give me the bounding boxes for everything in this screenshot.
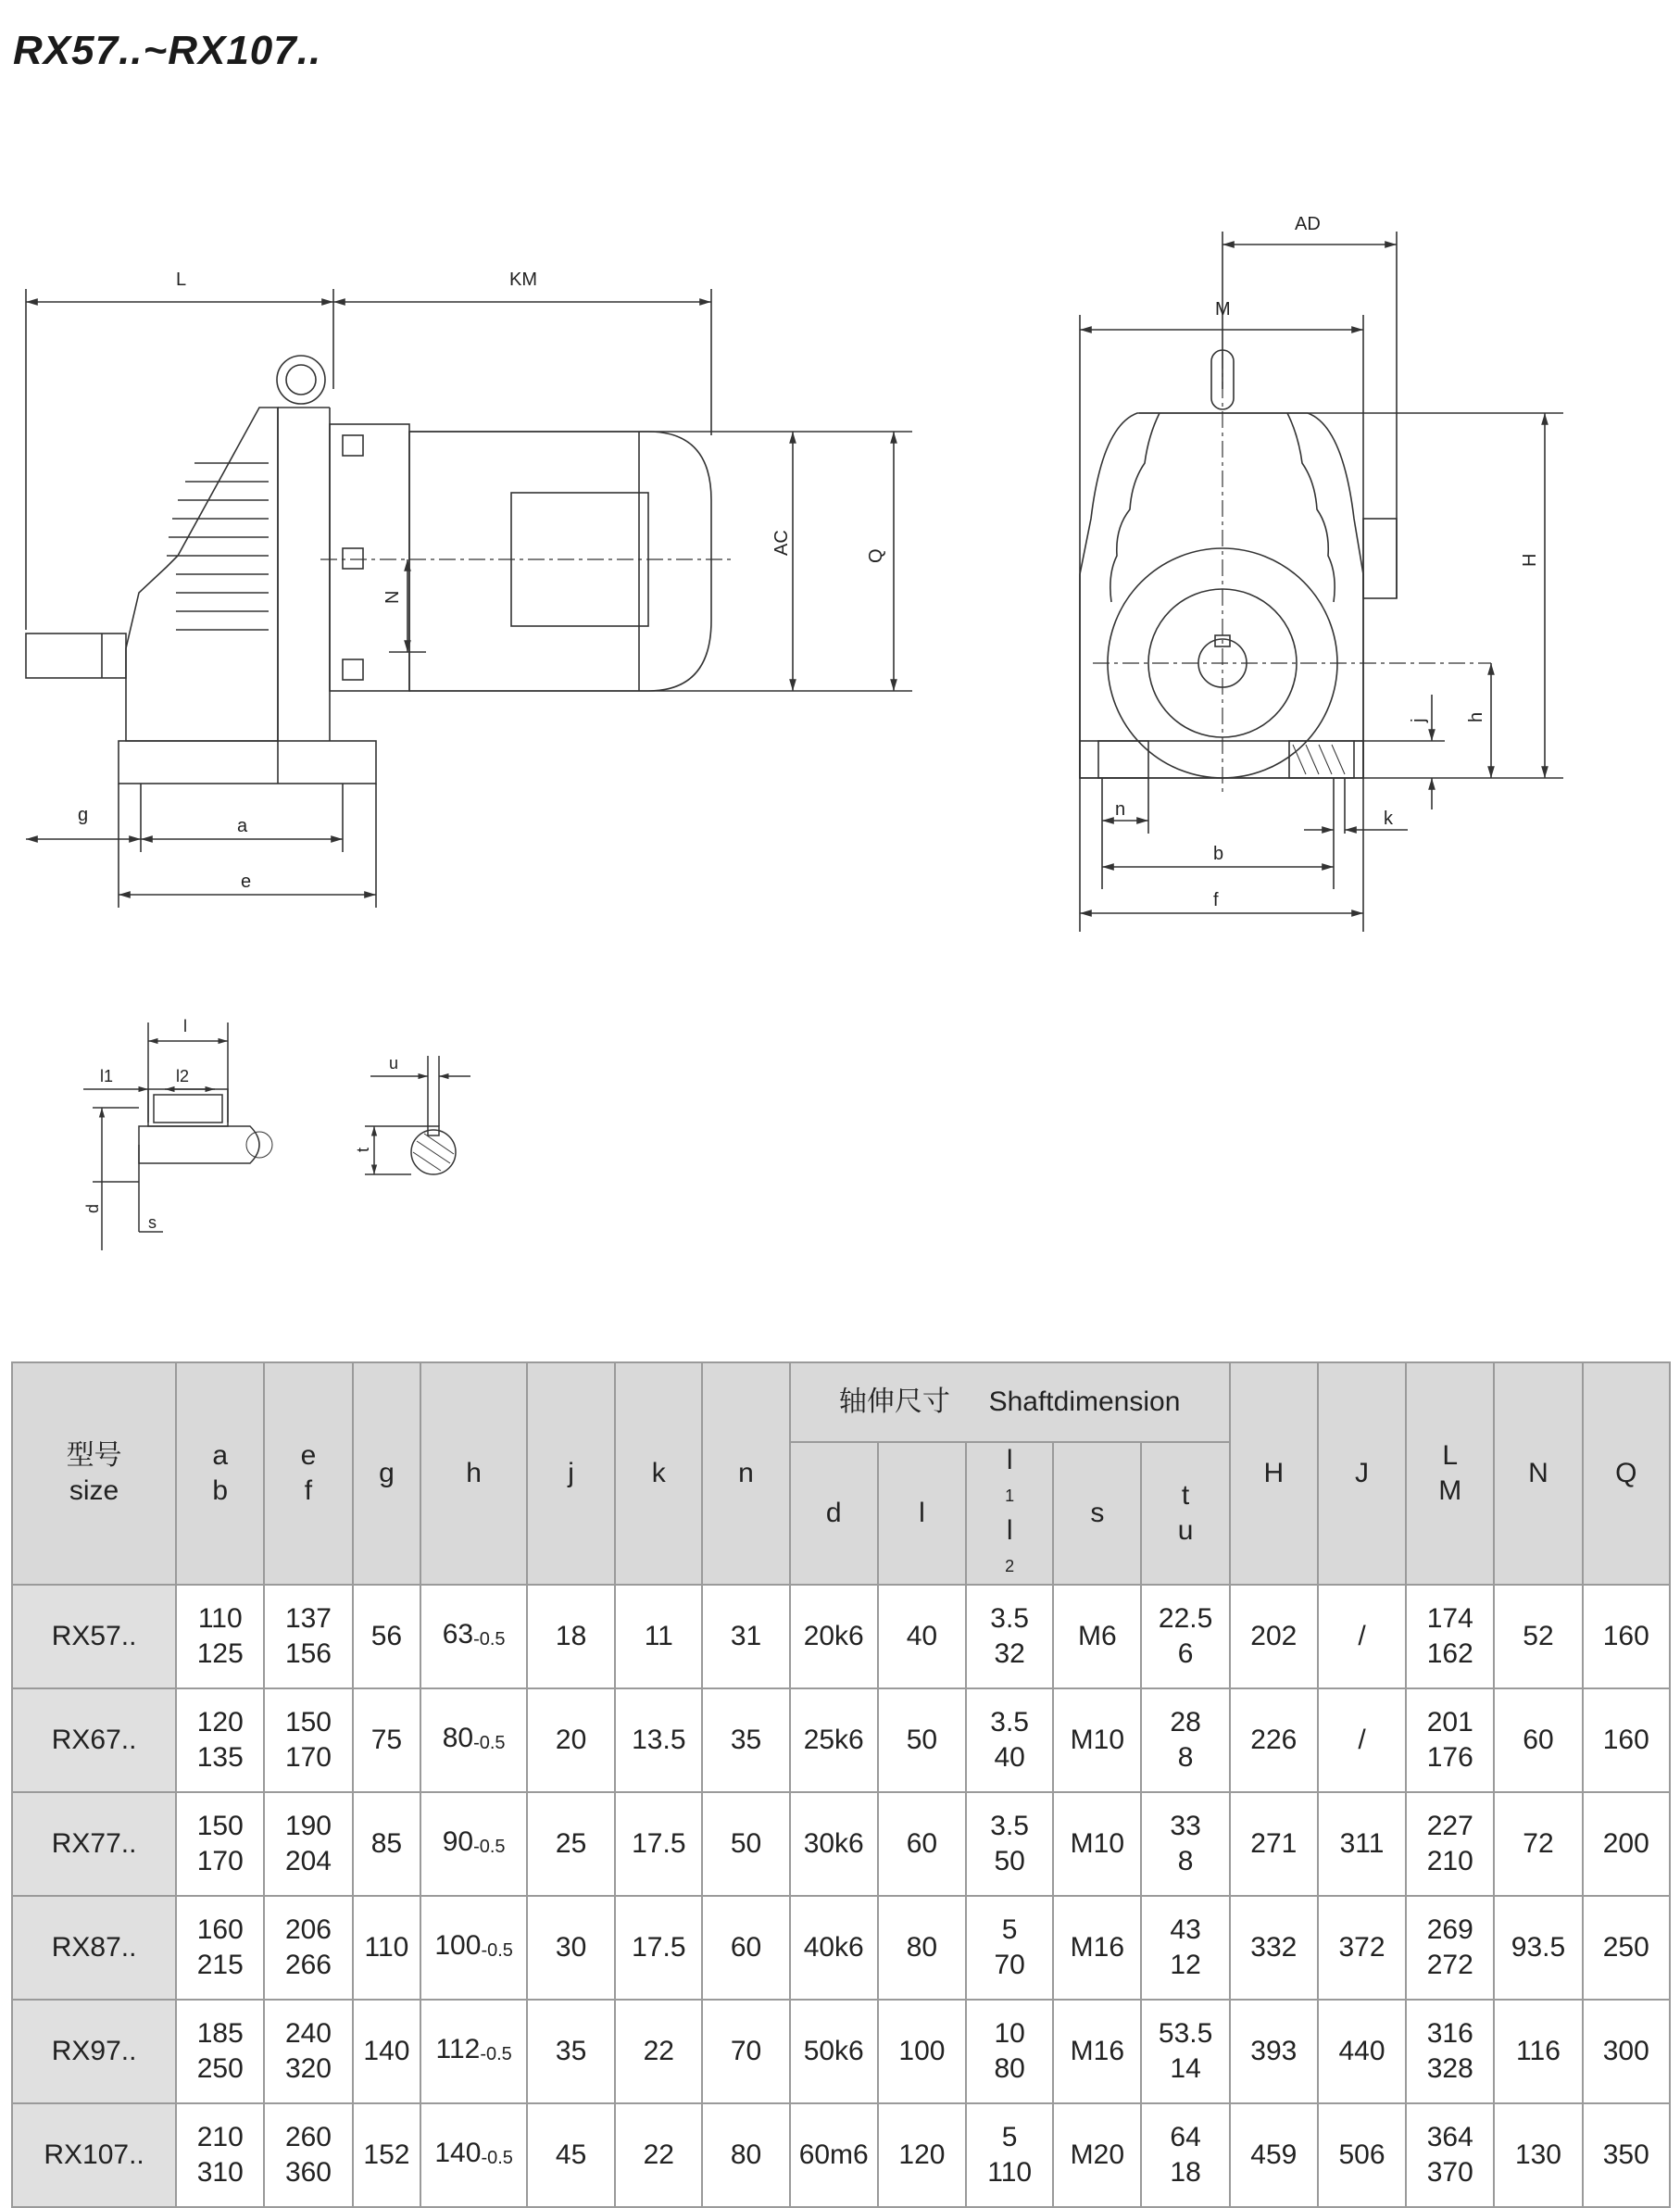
col-header-n: n	[702, 1362, 789, 1585]
dimension-table	[11, 1361, 1671, 2208]
col-header-d: d	[790, 1442, 878, 1585]
page-title: RX57..~RX107..	[13, 28, 322, 73]
cell-n: 60	[702, 1896, 789, 2000]
cell-Q: 160	[1583, 1688, 1670, 1792]
cell-ab: 210 310	[176, 2103, 264, 2207]
dim-label-e: e	[241, 872, 252, 892]
dim-label-a: a	[237, 816, 248, 836]
cell-l1l2: 5 110	[966, 2103, 1053, 2207]
cell-LM: 364 370	[1406, 2103, 1494, 2207]
cell-l: 40	[878, 1585, 966, 1688]
cell-Q: 350	[1583, 2103, 1670, 2207]
cell-H: 332	[1230, 1896, 1318, 2000]
cell-tu: 28 8	[1141, 1688, 1229, 1792]
cell-d: 30k6	[790, 1792, 878, 1896]
front-view-drawing	[1019, 185, 1667, 954]
cell-g: 110	[353, 1896, 421, 2000]
cell-H: 459	[1230, 2103, 1318, 2207]
dim-label-d: d	[83, 1203, 102, 1213]
cell-g: 140	[353, 2000, 421, 2103]
table-row	[12, 1792, 1670, 1896]
cell-J: 372	[1318, 1896, 1406, 2000]
dim-label-AC: AC	[771, 530, 792, 556]
cell-ab: 185 250	[176, 2000, 264, 2103]
cell-h: 80-0.5	[420, 1688, 527, 1792]
cell-g: 85	[353, 1792, 421, 1896]
dim-label-b: b	[1213, 844, 1224, 864]
cell-tu: 53.5 14	[1141, 2000, 1229, 2103]
cell-N: 52	[1494, 1585, 1582, 1688]
dim-label-u: u	[389, 1054, 399, 1073]
cell-J: /	[1318, 1688, 1406, 1792]
cell-j: 25	[527, 1792, 615, 1896]
cell-N: 116	[1494, 2000, 1582, 2103]
col-header-g: g	[353, 1362, 421, 1585]
col-header-ab: a b	[176, 1362, 264, 1585]
cell-l1l2: 5 70	[966, 1896, 1053, 2000]
row-header-size: RX107..	[12, 2103, 176, 2207]
row-header-size: RX57..	[12, 1585, 176, 1688]
col-header-j: j	[527, 1362, 615, 1585]
cell-ef: 260 360	[264, 2103, 352, 2207]
dim-label-l1: l1	[100, 1067, 114, 1085]
cell-l1l2: 3.5 40	[966, 1688, 1053, 1792]
side-view-drawing	[0, 185, 926, 926]
cell-Q: 300	[1583, 2000, 1670, 2103]
cell-n: 35	[702, 1688, 789, 1792]
col-header-h: h	[420, 1362, 527, 1585]
cell-tu: 22.5 6	[1141, 1585, 1229, 1688]
cell-k: 17.5	[615, 1896, 702, 2000]
cell-k: 13.5	[615, 1688, 702, 1792]
cell-d: 50k6	[790, 2000, 878, 2103]
cell-n: 80	[702, 2103, 789, 2207]
cell-H: 202	[1230, 1585, 1318, 1688]
dim-label-l2: l2	[176, 1067, 190, 1085]
cell-k: 11	[615, 1585, 702, 1688]
col-header-ef: e f	[264, 1362, 352, 1585]
cell-LM: 316 328	[1406, 2000, 1494, 2103]
cell-l: 50	[878, 1688, 966, 1792]
table-row	[12, 2103, 1670, 2207]
cell-Q: 200	[1583, 1792, 1670, 1896]
cell-d: 20k6	[790, 1585, 878, 1688]
dim-label-KM: KM	[509, 270, 537, 290]
cell-N: 72	[1494, 1792, 1582, 1896]
table-row	[12, 2000, 1670, 2103]
cell-J: /	[1318, 1585, 1406, 1688]
cell-LM: 227 210	[1406, 1792, 1494, 1896]
cell-j: 18	[527, 1585, 615, 1688]
cell-Q: 250	[1583, 1896, 1670, 2000]
cell-s: M16	[1053, 2000, 1141, 2103]
row-header-size: RX87..	[12, 1896, 176, 2000]
dim-label-n: n	[1115, 799, 1126, 820]
cell-J: 506	[1318, 2103, 1406, 2207]
dim-label-N: N	[382, 590, 403, 604]
cell-k: 22	[615, 2103, 702, 2207]
row-header-size: RX97..	[12, 2000, 176, 2103]
cell-H: 271	[1230, 1792, 1318, 1896]
cell-ef: 240 320	[264, 2000, 352, 2103]
cell-h: 112-0.5	[420, 2000, 527, 2103]
table-row	[12, 1896, 1670, 2000]
cell-d: 25k6	[790, 1688, 878, 1792]
cell-n: 31	[702, 1585, 789, 1688]
col-header-tu: t u	[1141, 1442, 1229, 1585]
table-row	[12, 1585, 1670, 1688]
cell-J: 440	[1318, 2000, 1406, 2103]
cell-ab: 160 215	[176, 1896, 264, 2000]
cell-ab: 150 170	[176, 1792, 264, 1896]
cell-H: 393	[1230, 2000, 1318, 2103]
cell-l: 100	[878, 2000, 966, 2103]
cell-j: 20	[527, 1688, 615, 1792]
cell-LM: 201 176	[1406, 1688, 1494, 1792]
cell-tu: 64 18	[1141, 2103, 1229, 2207]
cell-J: 311	[1318, 1792, 1406, 1896]
dim-label-M: M	[1215, 299, 1231, 320]
cell-s: M10	[1053, 1688, 1141, 1792]
cell-h: 63-0.5	[420, 1585, 527, 1688]
dim-label-H: H	[1520, 553, 1540, 567]
dim-label-k: k	[1384, 809, 1393, 829]
cell-j: 45	[527, 2103, 615, 2207]
cell-g: 56	[353, 1585, 421, 1688]
cell-h: 140-0.5	[420, 2103, 527, 2207]
cell-n: 50	[702, 1792, 789, 1896]
row-header-size: RX77..	[12, 1792, 176, 1896]
dim-label-s: s	[148, 1213, 157, 1232]
cell-Q: 160	[1583, 1585, 1670, 1688]
cell-h: 90-0.5	[420, 1792, 527, 1896]
cell-d: 40k6	[790, 1896, 878, 2000]
col-header-N: N	[1494, 1362, 1582, 1585]
col-header-s: s	[1053, 1442, 1141, 1585]
cell-g: 75	[353, 1688, 421, 1792]
cell-d: 60m6	[790, 2103, 878, 2207]
col-header-Q: Q	[1583, 1362, 1670, 1585]
cell-s: M20	[1053, 2103, 1141, 2207]
col-header-H: H	[1230, 1362, 1318, 1585]
cell-tu: 43 12	[1141, 1896, 1229, 2000]
cell-s: M6	[1053, 1585, 1141, 1688]
cell-n: 70	[702, 2000, 789, 2103]
cell-H: 226	[1230, 1688, 1318, 1792]
cell-l: 60	[878, 1792, 966, 1896]
cell-ef: 190 204	[264, 1792, 352, 1896]
cell-ef: 206 266	[264, 1896, 352, 2000]
cell-tu: 33 8	[1141, 1792, 1229, 1896]
cell-ab: 110 125	[176, 1585, 264, 1688]
cell-ef: 150 170	[264, 1688, 352, 1792]
cell-g: 152	[353, 2103, 421, 2207]
col-header-k: k	[615, 1362, 702, 1585]
col-header-l: l	[878, 1442, 966, 1585]
cell-l: 120	[878, 2103, 966, 2207]
cell-ab: 120 135	[176, 1688, 264, 1792]
cell-l: 80	[878, 1896, 966, 2000]
cell-l1l2: 3.5 32	[966, 1585, 1053, 1688]
cell-j: 35	[527, 2000, 615, 2103]
cell-k: 17.5	[615, 1792, 702, 1896]
table-row	[12, 1688, 1670, 1792]
dim-label-g: g	[78, 805, 89, 825]
row-header-size: RX67..	[12, 1688, 176, 1792]
col-header-size: 型号 size	[12, 1362, 176, 1585]
cell-h: 100-0.5	[420, 1896, 527, 2000]
cell-j: 30	[527, 1896, 615, 2000]
cell-LM: 174 162	[1406, 1585, 1494, 1688]
cell-l1l2: 10 80	[966, 2000, 1053, 2103]
dim-label-l: l	[183, 1017, 187, 1035]
cell-k: 22	[615, 2000, 702, 2103]
col-header-LM: L M	[1406, 1362, 1494, 1585]
col-header-shaft: 轴伸尺寸 Shaftdimension	[790, 1362, 1230, 1442]
cell-LM: 269 272	[1406, 1896, 1494, 2000]
cell-s: M10	[1053, 1792, 1141, 1896]
cell-l1l2: 3.5 50	[966, 1792, 1053, 1896]
shaft-detail-drawing	[56, 1000, 500, 1260]
cell-N: 130	[1494, 2103, 1582, 2207]
dim-label-L: L	[176, 270, 187, 290]
dim-label-f: f	[1213, 890, 1219, 910]
col-header-l1l2: l 1 l 2	[966, 1442, 1053, 1585]
dim-label-h: h	[1466, 711, 1486, 722]
dim-label-t: t	[354, 1147, 372, 1152]
col-header-J: J	[1318, 1362, 1406, 1585]
dim-label-Q: Q	[866, 548, 886, 563]
cell-N: 60	[1494, 1688, 1582, 1792]
dim-label-j: j	[1409, 718, 1429, 722]
cell-N: 93.5	[1494, 1896, 1582, 2000]
cell-s: M16	[1053, 1896, 1141, 2000]
cell-ef: 137 156	[264, 1585, 352, 1688]
dim-label-AD: AD	[1295, 214, 1321, 234]
